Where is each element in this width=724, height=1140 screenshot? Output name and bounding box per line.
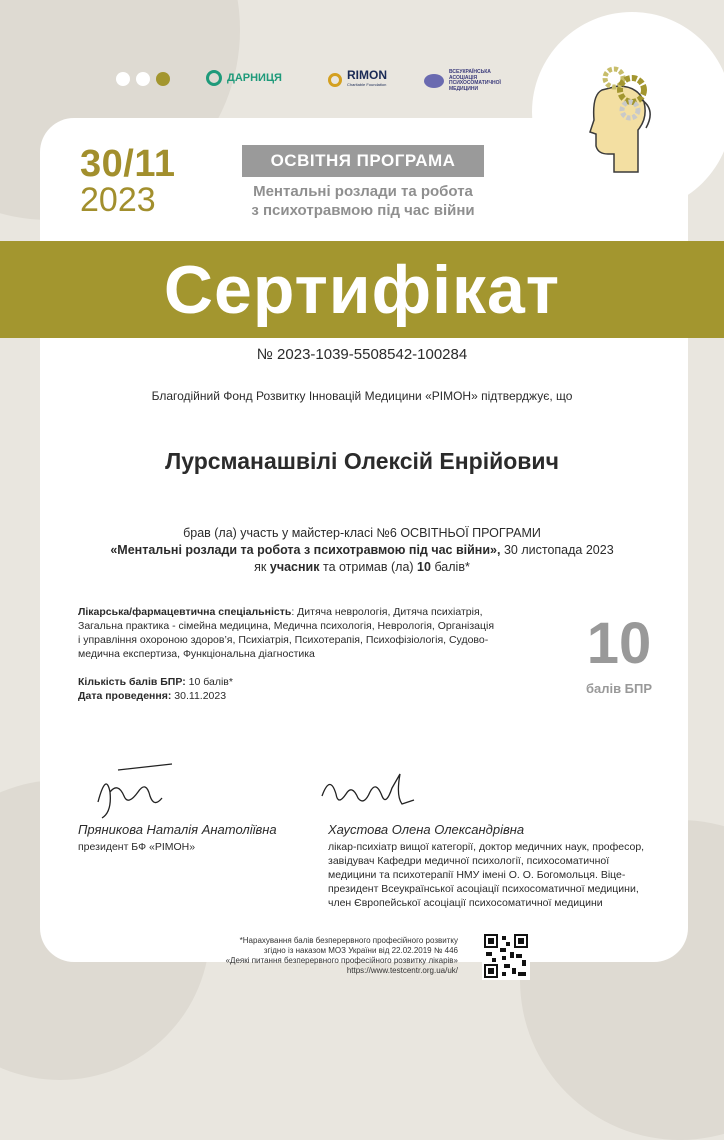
participation-line-2: «Ментальні розлади та робота з психотравмою під час війни», 30 листопада 2023 — [110, 543, 614, 557]
specialty-label: Лікарська/фармацевтична спеціальність — [78, 606, 292, 618]
points-badge-value: 10 — [586, 611, 652, 676]
participation-line-1: брав (ла) участь у майстер-класі №6 ОСВІТНЬОЇ ПРОГРАМИ — [183, 526, 541, 540]
event-date-day: 30/11 — [80, 143, 176, 185]
specialty-block: Лікарська/фармацевтична спеціальність: Дитяча неврологія, Дитяча психіатрія, Загальна практика - сімейна медицина, Медична психологія, Неврологія, Організація і управління охороною здоров’я, Психіатрія, Психотерапія, Психофізіологія, Судово- медична експертиза, Функціональна діагностика — [78, 606, 495, 660]
program-badge: ОСВІТНЯ ПРОГРАМА — [242, 145, 484, 177]
event-date-year: 2023 — [80, 181, 156, 219]
date-row: Дата проведення: 30.11.2023 — [78, 690, 227, 702]
participation-line-3: як учасник та отримав (ла) 10 балів* — [254, 560, 470, 574]
signature-left — [88, 762, 178, 822]
recipient-name: Лурсманашвілі Олексій Енрійович — [165, 448, 559, 474]
signatory-left-role: президент БФ «РІМОН» — [78, 841, 196, 853]
points-badge-unit: балів БПР — [585, 681, 653, 696]
head-gears-illustration — [572, 50, 672, 190]
signatory-right-name: Хаустова Олена Олександрівна — [328, 822, 525, 837]
brain-icon — [424, 74, 444, 88]
certificate-title: Сертифікат — [163, 252, 561, 328]
qr-code-icon[interactable] — [482, 932, 530, 980]
darnytsia-icon — [206, 70, 222, 86]
darnytsia-label: ДАРНИЦЯ — [227, 72, 282, 84]
rimon-icon — [328, 73, 342, 87]
signatory-left-name: Пряникова Наталія Анатоліївна — [78, 822, 277, 837]
rimon-label: RIMON — [347, 68, 387, 82]
points-row: Кількість балів БПР: 10 балів* — [78, 676, 233, 688]
certificate-number: № 2023-1039-5508542-100284 — [256, 346, 468, 363]
program-title: Ментальні розлади та робота з психотравмою під час війни — [251, 183, 475, 219]
decorative-dots — [116, 72, 170, 86]
logo-association: ВСЕУКРАЇНСЬКА АСОЦІАЦІЯ ПСИХОСОМАТИЧНОЇ МЕДИЦИНИ — [424, 70, 501, 92]
logo-darnytsia — [206, 70, 282, 86]
footnote: *Нарахування балів безперервного професійного розвитку згідно із наказом МОЗ України від 22.02.2019 № 446 «Деякі питання безперервного професійного розвитку лікарів» https://www.testcentr.org.ua/uk/ — [225, 936, 458, 975]
signatory-right-role: лікар-психіатр вищої категорії, доктор медичних наук, професор, завідувач Кафедри медичної психології, психосоматичної медицини та психотерапії НМУ імені О. О. Богомольця. Віце- президент Всеукраїнської асоціації психосоматичної медицини, член Європейської асоціації психосоматичної медицини — [328, 841, 645, 909]
confirmation-text: Благодійний Фонд Розвитку Інновацій Медицини «РІМОН» підтверджує, що — [151, 389, 573, 403]
logo-rimon — [328, 70, 387, 90]
signature-right — [316, 766, 426, 816]
rimon-sublabel: Charitable Foundation — [347, 82, 387, 87]
